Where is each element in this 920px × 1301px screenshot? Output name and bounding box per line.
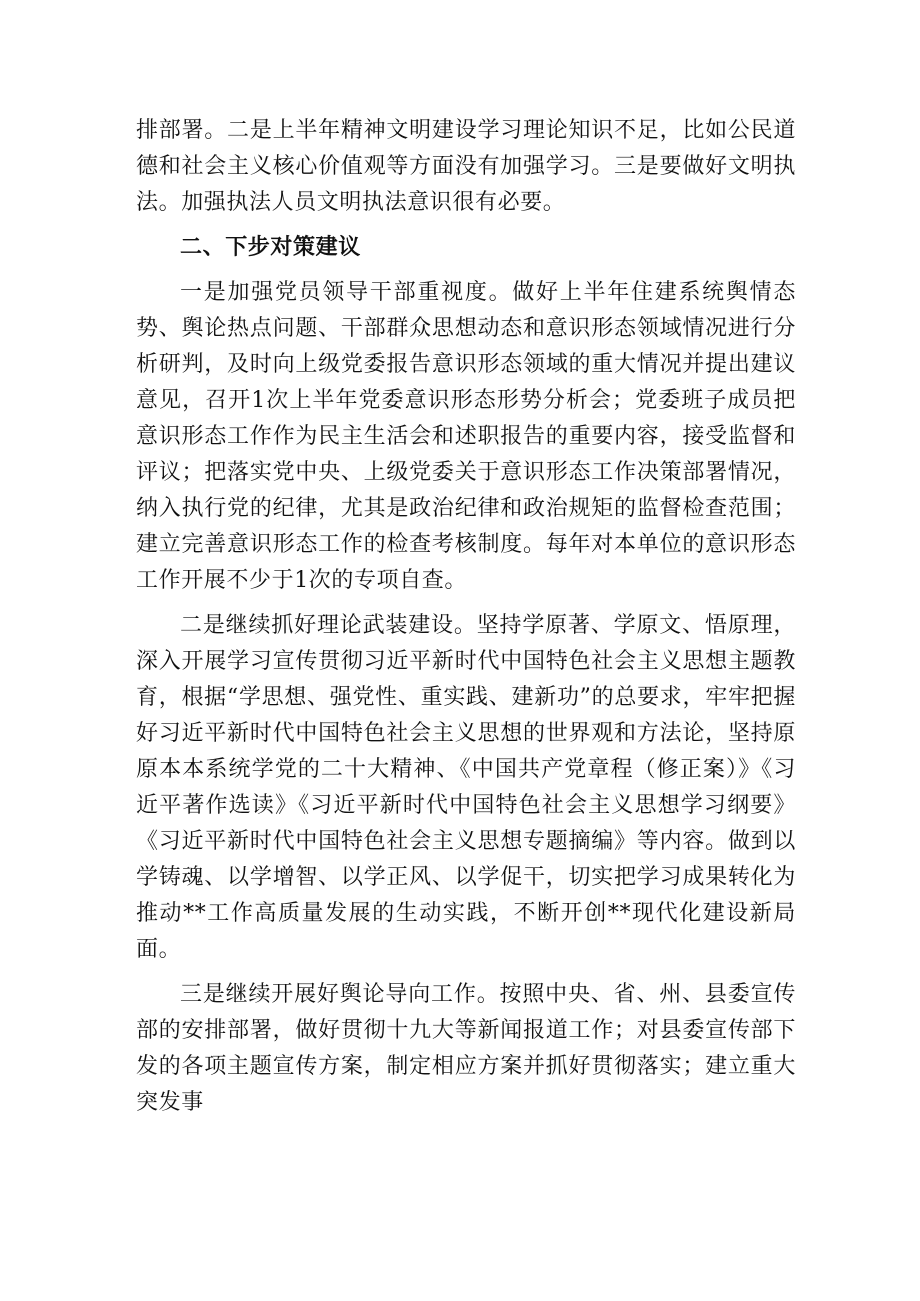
section-heading: 二、下步对策建议: [180, 235, 361, 260]
paragraph-continued: 排部署。二是上半年精神文明建设学习理论知识不足，比如公民道德和社会主义核心价值观等方面没有加强学习。三是要做好文明执法。加强执法人员文明执法意识很有必要。: [136, 118, 796, 215]
paragraph-measure-2: 二是继续抓好理论武装建设。坚持学原著、学原文、悟原理，深入开展学习宣传贯彻习近平新时代中国特色社会主义思想主题教育，根据“学思想、强党性、重实践、建新功”的总要求，牢牢把握好习近平新时代中国特色社会主义思想的世界观和方法论，坚持原原本本系统学党的二十大精神、《中国共产党章程（修正案）》《习近平著作选读》《习近平新时代中国特色社会主义思想学习纲要》《习近平新时代中国特色社会主义思想专题摘编》等内容。做到以学铸魂、以学增智、以学正风、以学促干，切实把学习成果转化为推动**工作高质量发展的生动实践，不断开创**现代化建设新局面。: [136, 613, 796, 962]
paragraph-measure-1: 一是加强党员领导干部重视度。做好上半年住建系统舆情态势、舆论热点问题、干部群众思想动态和意识形态领域情况进行分析研判，及时向上级党委报告意识形态领域的重大情况并提出建议意见，召开1次上半年党委意识形态形势分析会；党委班子成员把意识形态工作作为民主生活会和述职报告的重要内容，接受监督和评议；把落实党中央、上级党委关于意识形态工作决策部署情况，纳入执行党的纪律，尤其是政治纪律和政治规矩的监督检查范围；建立完善意识形态工作的检查考核制度。每年对本单位的意识形态工作开展不少于1次的专项自查。: [136, 280, 796, 593]
document-body: [136, 113, 796, 1121]
paragraph-measure-3: 三是继续开展好舆论导向工作。按照中央、省、州、县委宣传部的安排部署，做好贯彻十九大等新闻报道工作；对县委宣传部下发的各项主题宣传方案，制定相应方案并抓好贯彻落实；建立重大突发事: [136, 982, 796, 1115]
